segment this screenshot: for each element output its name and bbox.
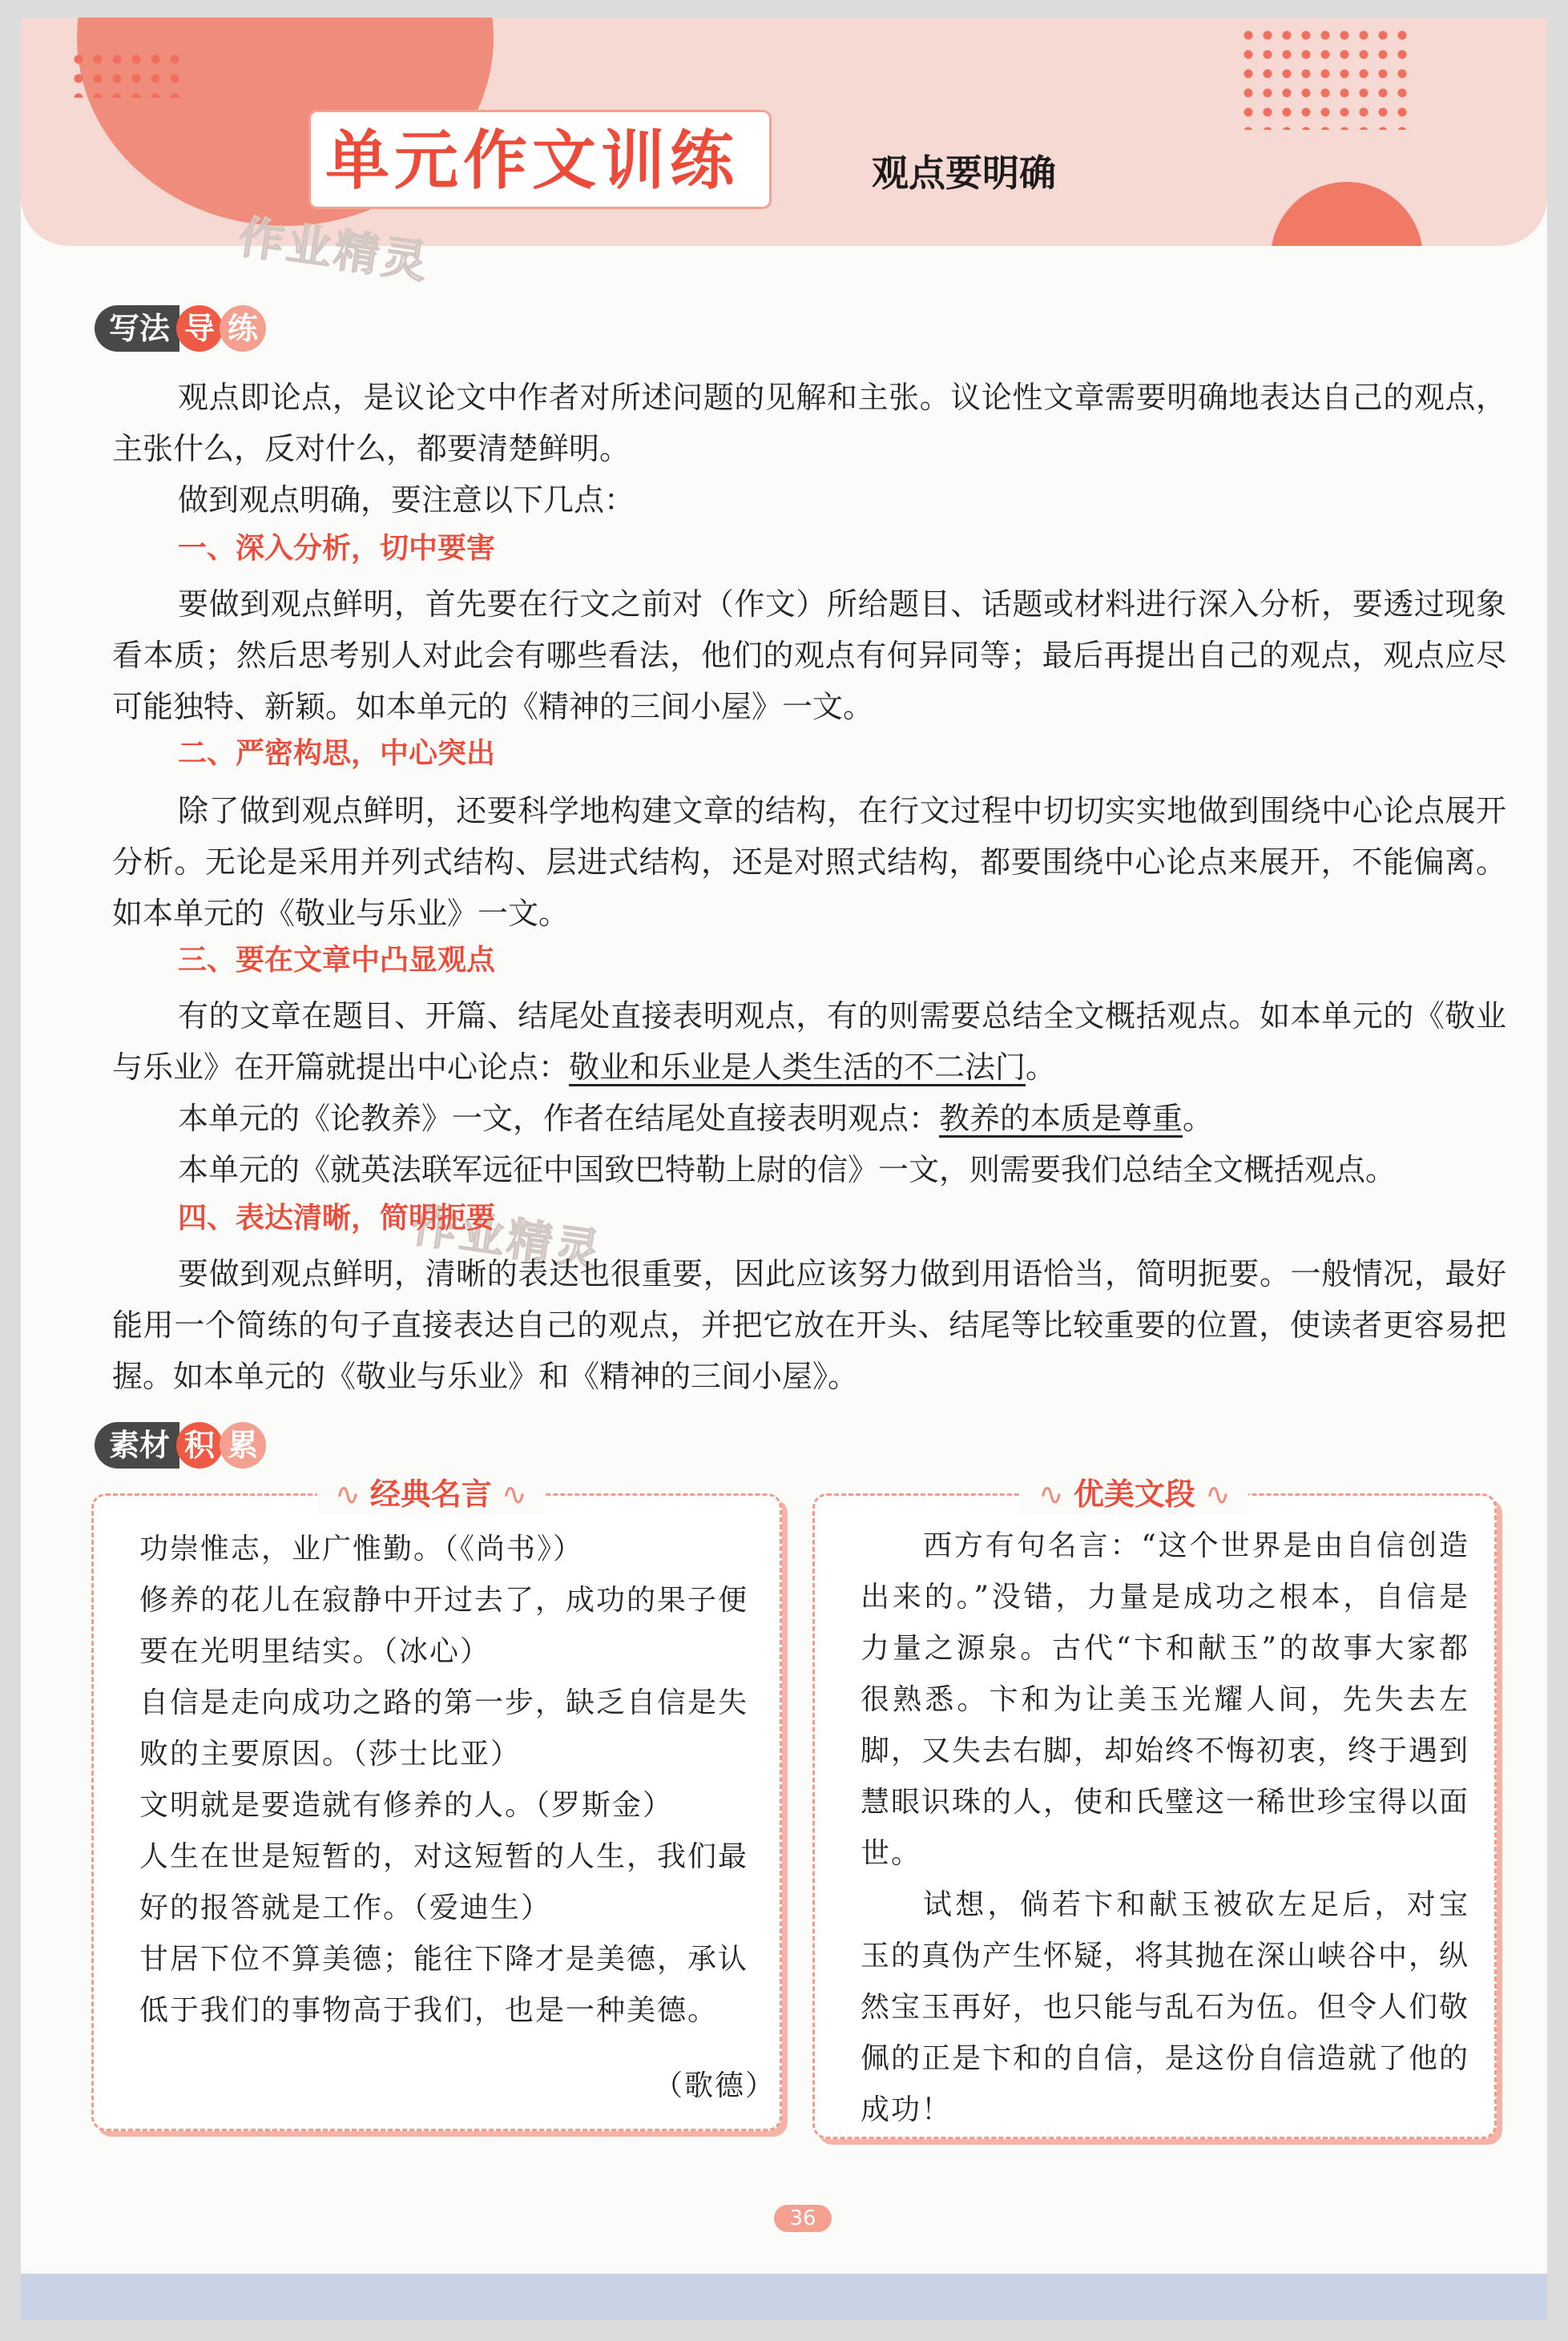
watermark: 作业精灵	[236, 211, 433, 290]
subheading: 四、表达清晰，简明扼要	[178, 1202, 496, 1235]
bottom-strip	[21, 2274, 1547, 2320]
paragraph: 观点即论点，是议论文中作者对所述问题的见解和主张。议论性文章需要明确地表达自己的观点，主张什么，反对什么，都要清楚鲜明。	[112, 380, 1506, 466]
quote: 文明就是要造就有修养的人。（罗斯金）	[139, 1789, 674, 1822]
section-tag-circle: 累	[220, 1422, 266, 1469]
text: 有的文章在题目、开篇、结尾处直接表明观点，有的则需要总结全文概括观点。如本单元的《敬业与乐业》在开篇就提出中心论点：	[112, 998, 1506, 1085]
quote: 自信是走向成功之路的第一步，缺乏自信是失败的主要原因。（莎士比亚）	[139, 1686, 749, 1771]
quote: 甘居下位不算美德；能往下降才是美德，承认低于我们的事物高于我们，也是一种美德。	[139, 1943, 749, 2027]
passage-paragraph: 试想，倘若卞和献玉被砍左足后，对宝玉的真伪产生怀疑，将其抛在深山峡谷中，纵然宝玉再好，也只能与乱石为伍。但令人们敬佩的正是卞和的自信，是这份自信造就了他的成功！	[861, 1888, 1470, 2126]
passage-box-title	[1021, 1474, 1248, 1514]
section-tag-circle: 练	[220, 305, 266, 352]
text: 。	[1026, 1050, 1057, 1085]
text: 本单元的《论教养》一文，作者在结尾处直接表明观点：	[178, 1101, 940, 1136]
decor-dots	[1239, 26, 1415, 130]
section-tag-label: 素材	[95, 1422, 179, 1469]
swirl-icon: ∿	[1195, 1477, 1231, 1512]
underlined-text: 教养的本质是尊重	[939, 1101, 1183, 1136]
quote: 功崇惟志，业广惟勤。（《尚书》）	[139, 1533, 584, 1565]
paragraph: 除了做到观点鲜明，还要科学地构建文章的结构，在行文过程中切切实实地做到围绕中心论点展开分析。无论是采用并列式结构、层进式结构，还是对照式结构，都要围绕中心论点来展开，不能偏离。如本单元的《敬业与乐业》一文。	[112, 793, 1506, 931]
section-tag-circle: 导	[176, 305, 223, 352]
section-tag-materials	[95, 1421, 266, 1469]
box-title-text: 优美文段	[1073, 1477, 1195, 1512]
quote: 修养的花儿在寂静中开过去了，成功的果子便要在光明里结实。（冰心）	[139, 1584, 749, 1668]
paragraph	[112, 1093, 1506, 1144]
quote: 人生在世是短暂的，对这短暂的人生，我们最好的报答就是工作。（爱迪生）	[139, 1840, 749, 1924]
decor-circle	[1271, 182, 1423, 246]
section-tag-writing	[95, 304, 266, 353]
section-tag-circle: 积	[176, 1422, 223, 1469]
paragraph	[112, 990, 1506, 1093]
page-subtitle: 观点要明确	[872, 151, 1056, 195]
page-title: 单元作文训练	[325, 123, 739, 198]
swirl-icon: ∿	[1038, 1477, 1074, 1512]
passage-paragraph: 西方有句名言：“这个世界是由自信创造出来的。”没错，力量是成功之根本，自信是力量之源泉。古代“卞和献玉”的故事大家都很熟悉。卞和为让美玉光耀人间，先失去左脚，又失去右脚，却始终不悔初衷，终于遇到慧眼识珠的人，使和氏璧这一稀世珍宝得以面世。	[861, 1529, 1470, 1870]
box-title-text: 经典名言	[369, 1477, 492, 1512]
subheading: 一、深入分析，切中要害	[178, 532, 496, 565]
quote-author: （歌德）	[654, 2069, 776, 2102]
subheading: 三、要在文章中凸显观点	[178, 944, 496, 977]
text: 。	[1183, 1101, 1214, 1136]
swirl-icon: ∿	[491, 1477, 527, 1512]
page-number: 36	[774, 2205, 832, 2232]
paragraph: 要做到观点鲜明，首先要在行文之前对（作文）所给题目、话题或材料进行深入分析，要透过现象看本质；然后思考别人对此会有哪些看法，他们的观点有何异同等；最后再提出自己的观点，观点应尽可能独特、新颖。如本单元的《精神的三间小屋》一文。	[112, 586, 1506, 724]
underlined-text: 敬业和乐业是人类生活的不二法门	[569, 1050, 1026, 1085]
paragraph: 本单元的《就英法联军远征中国致巴特勒上尉的信》一文，则需要我们总结全文概括观点。	[178, 1152, 1397, 1187]
swirl-icon: ∿	[335, 1477, 370, 1512]
page	[21, 18, 1547, 2293]
decor-dots	[69, 50, 181, 98]
quotes-box-title	[317, 1474, 545, 1514]
section-tag-label: 写法	[95, 305, 179, 352]
watermark: 作业精灵	[409, 1199, 607, 1279]
paragraph: 要做到观点鲜明，清晰的表达也很重要，因此应该努力做到用语恰当，简明扼要。一般情况，最好能用一个简练的句子直接表达自己的观点，并把它放在开头、结尾等比较重要的位置，使读者更容易把握。如本单元的《敬业与乐业》和《精神的三间小屋》。	[112, 1256, 1506, 1394]
subheading: 二、严密构思，中心突出	[178, 737, 496, 770]
paragraph: 做到观点明确，要注意以下几点：	[178, 482, 635, 518]
